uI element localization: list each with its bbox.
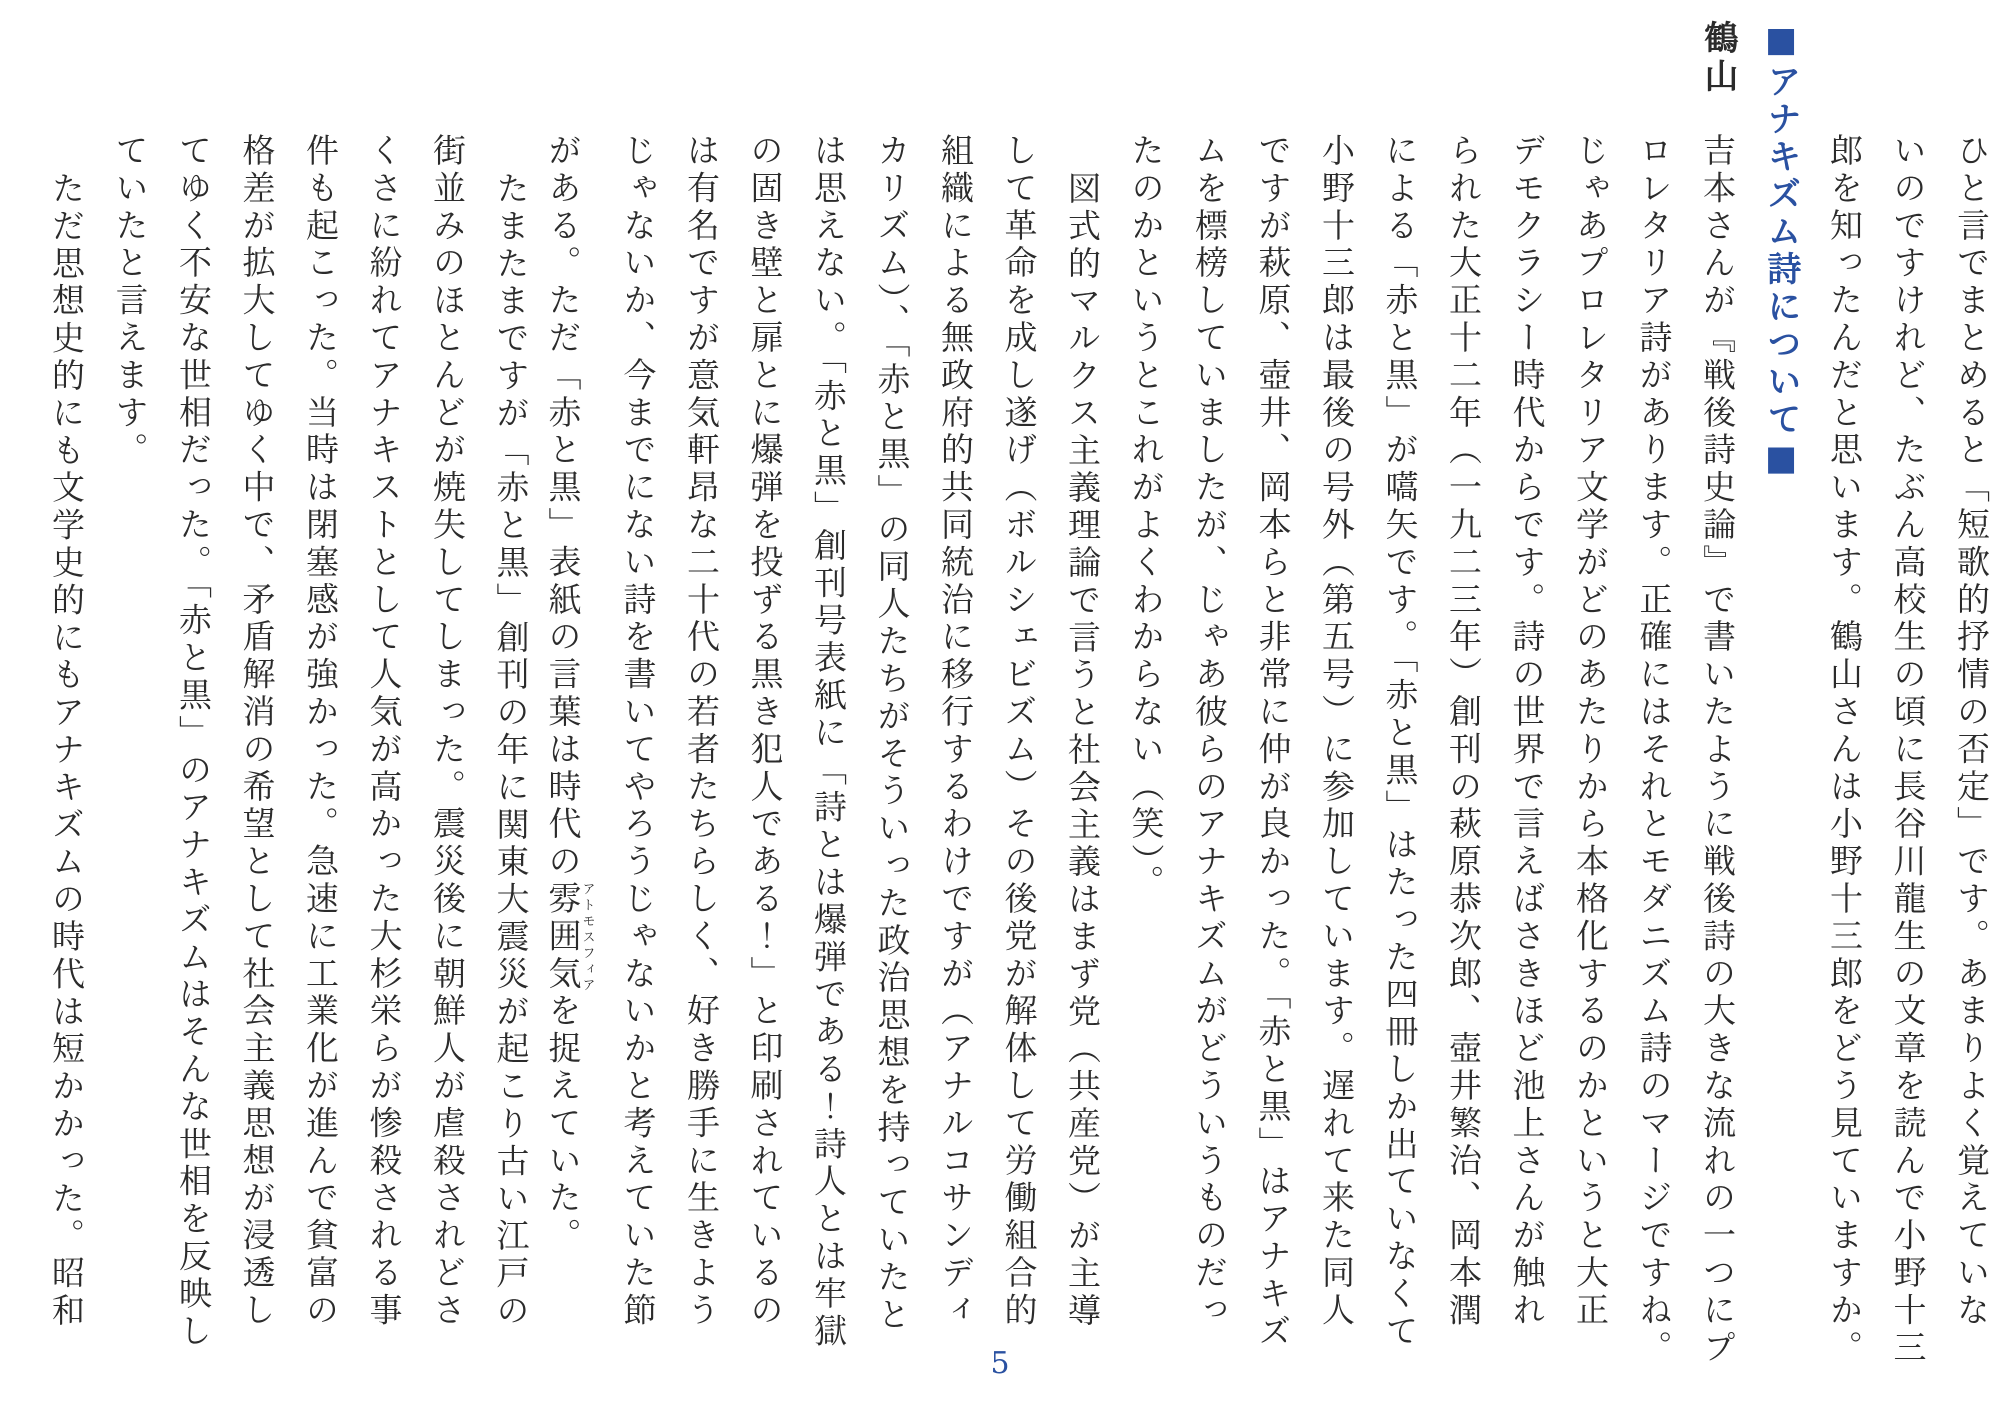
text-column: がある。ただ「赤と黒」表紙の言葉は時代の雰囲気アトモスフィアを捉えていた。 bbox=[543, 133, 595, 1256]
text-column: いのですけれど、たぶん高校生の頃に長谷川龍生の文章を読んで小野十三 bbox=[1888, 133, 1928, 1368]
text-column: 図式的マルクス主義理論で言うと社会主義はまず党（共産党）が主導 bbox=[1063, 171, 1102, 1331]
text-column: による「赤と黒」が嚆矢です。「赤と黒」はたった四冊しか出ていなくて bbox=[1380, 133, 1420, 1351]
text-column: てゆく不安な世相だった。「赤と黒」のアナキズムはそんな世相を反映し bbox=[174, 133, 213, 1351]
text-column: ですが萩原、壺井、岡本らと非常に仲が良かった。「赤と黒」はアナキズ bbox=[1253, 133, 1293, 1351]
text-column: ムを標榜していましたが、じゃあ彼らのアナキズムがどういうものだっ bbox=[1190, 133, 1229, 1330]
text-column: 格差が拡大してゆく中で、矛盾解消の希望として社会主義思想が浸透し bbox=[237, 133, 277, 1330]
text-column: じゃないか、今までにない詩を書いてやろうじゃないかと考えていた節 bbox=[618, 133, 658, 1330]
text-column: くさに紛れてアナキストとして人気が高かった大杉栄らが惨殺される事 bbox=[364, 133, 404, 1330]
text-column: られた大正十二年（一九二三年）創刊の萩原恭次郎、壺井繁治、岡本潤 bbox=[1444, 133, 1483, 1330]
text-column: たのかというとこれがよくわからない（笑）。 bbox=[1126, 133, 1166, 902]
section-heading: ■アナキズム詩について■ bbox=[1761, 20, 1801, 482]
text-column: の固き壁と扉とに爆弾を投ずる黒き犯人である！」と印刷されているの bbox=[745, 133, 785, 1330]
text-column: ただ思想史的にも文学史的にもアナキズムの時代は短かかった。昭和 bbox=[47, 171, 86, 1331]
text-column: は思えない。「赤と黒」創刊号表紙に「詩とは爆弾である！詩人とは牢獄 bbox=[809, 133, 848, 1351]
text-column: 郎を知ったんだと思います。鶴山さんは小野十三郎をどう見ていますか。 bbox=[1825, 133, 1864, 1368]
text-column: は有名ですが意気軒昂な二十代の若者たちらしく、好き勝手に生きよう bbox=[682, 133, 721, 1330]
text-column: して革命を成し遂げ（ボルシェビズム）その後党が解体して労働組合的 bbox=[999, 133, 1039, 1330]
page-number: 5 bbox=[990, 1346, 1010, 1381]
text-column: ひと言でまとめると「短歌的抒情の否定」です。あまりよく覚えていな bbox=[1952, 133, 1991, 1330]
text-column: 小野十三郎は最後の号外（第五号）に参加しています。遅れて来た同人 bbox=[1317, 133, 1356, 1330]
speaker-name: 鶴山 bbox=[1698, 20, 1738, 96]
text-column: 組織による無政府的共同統治に移行するわけですが（アナルコサンディ bbox=[936, 133, 975, 1330]
text-column: じゃあプロレタリア文学がどのあたりから本格化するのかというと大正 bbox=[1571, 133, 1610, 1330]
text-column: カリズム）、「赤と黒」の同人たちがそういった政治思想を持っていたと bbox=[872, 133, 912, 1335]
text-column: ロレタリア詩があります。正確にはそれとモダニズム詩のマージですね。 bbox=[1634, 133, 1674, 1368]
text-column: デモクラシー時代からです。詩の世界で言えばさきほど池上さんが触れ bbox=[1507, 133, 1547, 1330]
text-column: ていたと言えます。 bbox=[110, 133, 150, 470]
text-column: たまたまですが「赤と黒」創刊の年に関東大震災が起こり古い江戸の bbox=[491, 171, 531, 1331]
text-column: 街並みのほとんどが焼失してしまった。震災後に朝鮮人が虐殺されどさ bbox=[428, 133, 467, 1330]
text-column: 吉本さんが『戦後詩史論』で書いたように戦後詩の大きな流れの一つにプ bbox=[1698, 133, 1737, 1368]
text-column: 件も起こった。当時は閉塞感が強かった。急速に工業化が進んで貧富の bbox=[301, 133, 340, 1330]
